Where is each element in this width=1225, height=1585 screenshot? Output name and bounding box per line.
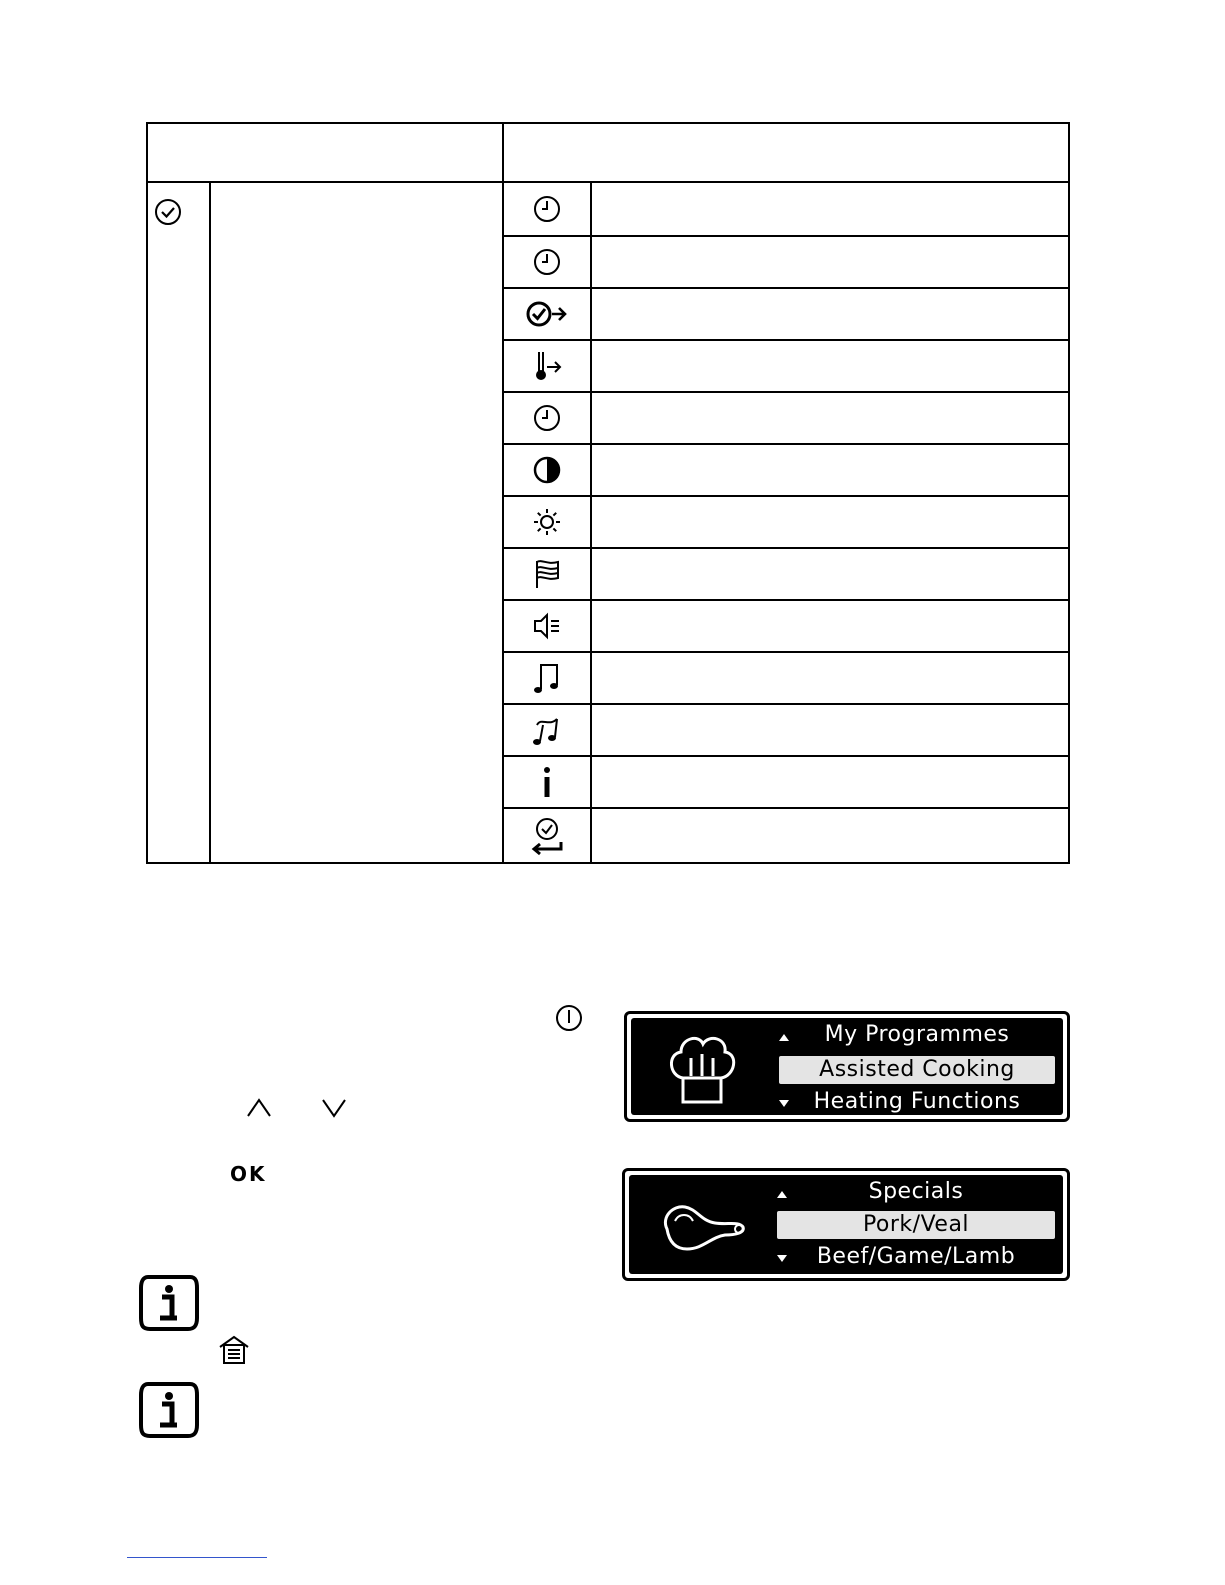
info-note-icon (138, 1381, 200, 1443)
menu-item: My Programmes (824, 1022, 1010, 1047)
music-note-icon (504, 653, 590, 703)
info-icon (504, 757, 590, 807)
brightness-icon (504, 497, 590, 547)
menu-item: Beef/Game/Lamb (816, 1244, 1016, 1269)
clock-icon (504, 182, 590, 235)
power-icon (554, 1003, 584, 1037)
music-sequence-icon (504, 705, 590, 755)
menu-item-selected: Assisted Cooking (779, 1056, 1055, 1084)
clock-icon (504, 237, 590, 287)
ok-button-label: OK (230, 1162, 267, 1186)
chevron-up-icon (246, 1097, 272, 1123)
menu-item: Heating Functions (813, 1089, 1021, 1114)
language-flag-icon (504, 549, 590, 599)
oven-display-main-menu (624, 1011, 1070, 1122)
table-divider (590, 182, 592, 862)
scroll-down-arrow-icon (775, 1252, 789, 1266)
info-note-icon (138, 1274, 200, 1336)
thermometer-arrow-icon (504, 341, 590, 391)
menu-icon (218, 1335, 250, 1369)
footer-rule (127, 1557, 267, 1558)
table-header-divider (148, 181, 1068, 183)
check-circle-icon (150, 194, 186, 230)
scroll-down-arrow-icon (777, 1097, 791, 1111)
meat-icon (657, 1199, 749, 1259)
check-arrow-icon (504, 289, 590, 339)
clock-icon (504, 393, 590, 443)
settings-menu-table (146, 122, 1070, 864)
contrast-icon (504, 445, 590, 495)
oven-display-assisted-cooking (622, 1168, 1070, 1281)
reset-check-icon (504, 809, 590, 862)
menu-item-selected: Pork/Veal (777, 1211, 1055, 1239)
chevron-down-icon (321, 1097, 347, 1123)
speaker-icon (504, 601, 590, 651)
chef-hat-icon (665, 1030, 739, 1114)
menu-item: Specials (868, 1179, 964, 1204)
table-divider (209, 182, 211, 862)
